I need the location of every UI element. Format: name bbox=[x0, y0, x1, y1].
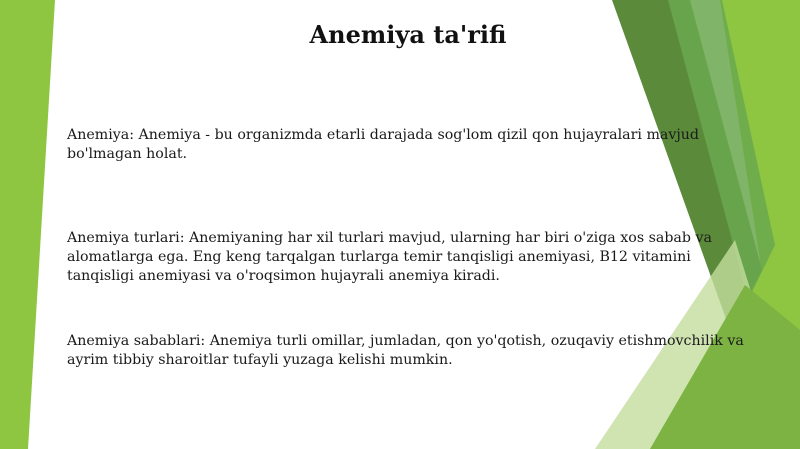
causes-paragraph: Anemiya sabablari: Anemiya turli omillar, jumladan, qon yo'qotish, ozuqaviy etishmovchilik va ayrim tibbiy sharoitlar tufayli yuzaga kelishi mumkin. bbox=[67, 333, 744, 368]
definition-paragraph: Anemiya: Anemiya - bu organizmda etarli darajada sog'lom qizil qon hujayralari mavjud bo'lmagan holat. bbox=[67, 127, 700, 162]
types-paragraph: Anemiya turlari: Anemiyaning har xil turlari mavjud, ularning har biri o'ziga xos sabab va alomatlarga ega. Eng keng tarqalgan turlarga temir tanqisligi anemiyasi, B12 vitamini tanqisligi anemiyasi va o'roqsimon hujayrali anemiya kiradi. bbox=[67, 230, 712, 284]
left-green-strip bbox=[0, 0, 55, 449]
slide-title: Anemiya ta'rifi bbox=[309, 20, 507, 49]
